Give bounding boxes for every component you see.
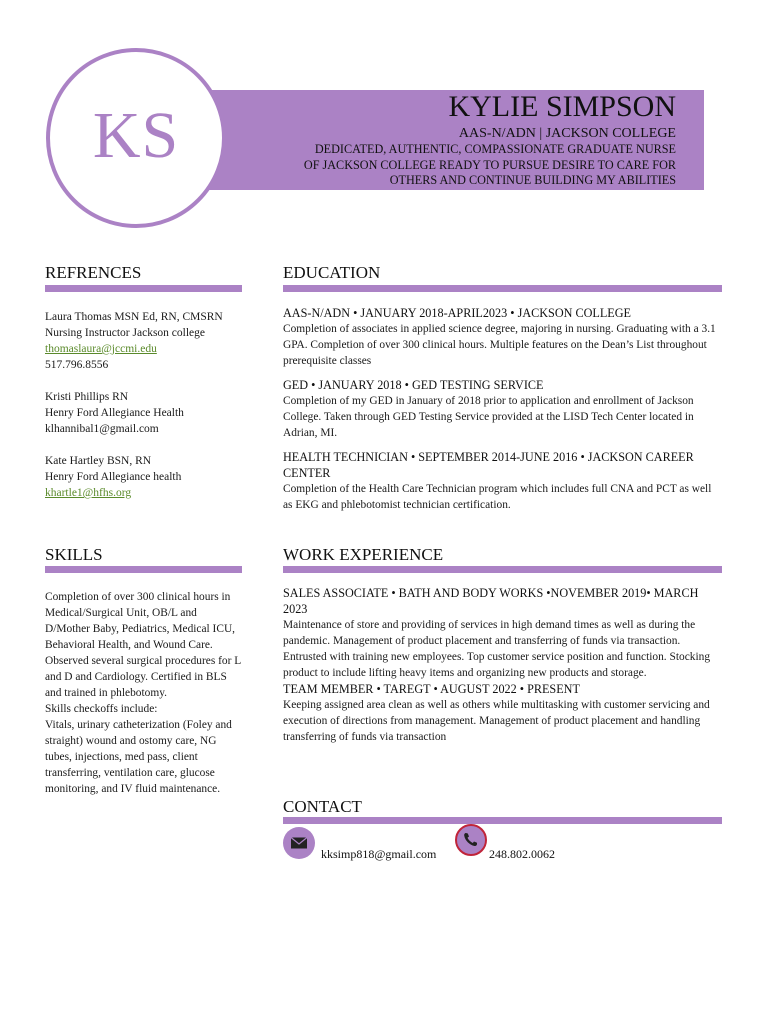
reference-item: [45, 453, 250, 501]
education-desc: Completion of the Health Care Technician program which includes full CNA and PCT as well as EKG and phlebotomist technician certification.: [283, 483, 712, 511]
contact-rule: [283, 817, 722, 824]
education-desc: Completion of my GED in January of 2018 prior to application and enrollment of Jackson College. Taken through GED Testing Service provided at the LISD Tech Center located in Adrian, MI.: [283, 395, 694, 439]
contact-phone: 248.802.0062: [489, 847, 555, 861]
reference-item: [45, 309, 250, 373]
reference-org: Henry Ford Allegiance Health: [45, 407, 184, 419]
education-rule: [283, 285, 722, 292]
education-title: EDUCATION: [283, 263, 381, 282]
phone-icon: [455, 824, 487, 856]
envelope-icon: [283, 827, 315, 859]
skills-checkoffs: Vitals, urinary catheterization (Foley and straight) wound and ostomy care, NG tubes, injections, med pass, client transferring, ventilation care, glucose monitoring, and IV fluid maintenance.: [45, 719, 232, 795]
education-item: [283, 449, 723, 513]
reference-org: Henry Ford Allegiance health: [45, 471, 182, 483]
work-desc: Maintenance of store and providing of services in high demand times as well as during the pandemic. Management of product placement and transferring of funds via transaction. Entrusted with training new employees. Top customer service position and function. Stocking product to include lifting heavy items and organizing new products and storage.: [283, 619, 711, 679]
references-rule: [45, 285, 242, 292]
contact-title: CONTACT: [283, 797, 362, 816]
reference-name: Kristi Phillips RN: [45, 391, 129, 403]
work-item: [283, 681, 723, 745]
candidate-name: KYLIE SIMPSON: [448, 90, 676, 123]
education-heading: GED • JANUARY 2018 • GED TESTING SERVICE: [283, 378, 544, 392]
work-heading: SALES ASSOCIATE • BATH AND BODY WORKS •NOVEMBER 2019• MARCH 2023: [283, 586, 699, 616]
candidate-tagline: DEDICATED, AUTHENTIC, COMPASSIONATE GRADUATE NURSE OF JACKSON COLLEGE READY TO PURSUE DESIRE TO CARE FOR OTHERS AND CONTINUE BUILDING MY ABILITIES: [303, 142, 676, 187]
skills-checkoffs-label: Skills checkoffs include:: [45, 703, 158, 715]
references-title: REFRENCES: [45, 263, 142, 282]
education-desc: Completion of associates in applied science degree, majoring in nursing. Graduating with a 3.1 GPA. Completion of over 300 clinical hours. Multiple features on the Dean’s List throughout prerequisite classes: [283, 323, 716, 367]
monogram: KS: [92, 99, 180, 172]
education-item: [283, 377, 723, 441]
work-heading: TEAM MEMBER • TAREGT • AUGUST 2022 • PRESENT: [283, 682, 580, 696]
candidate-degree: AAS-N/ADN | JACKSON COLLEGE: [458, 126, 676, 141]
reference-phone: 517.796.8556: [45, 359, 109, 371]
skills-rule: [45, 566, 242, 573]
reference-name: Kate Hartley BSN, RN: [45, 455, 152, 467]
contact-email[interactable]: kksimp818@gmail.com: [321, 847, 437, 861]
education-item: [283, 305, 723, 369]
work-item: [283, 585, 723, 681]
education-heading: HEALTH TECHNICIAN • SEPTEMBER 2014-JUNE 2016 • JACKSON CAREER CENTER: [283, 450, 694, 480]
work-list: [283, 585, 723, 745]
reference-name: Laura Thomas MSN Ed, RN, CMSRN: [45, 311, 223, 323]
work-rule: [283, 566, 722, 573]
work-desc: Keeping assigned area clean as well as others while multitasking with customer servicing and execution of directions from management. Management of product placement and handling transferring of funds via transaction: [283, 699, 710, 743]
reference-org: Nursing Instructor Jackson college: [45, 327, 206, 339]
reference-email-link[interactable]: thomaslaura@jccmi.edu: [45, 343, 157, 355]
skills-title: SKILLS: [45, 545, 103, 564]
references-list: [45, 309, 250, 517]
skills-text: Completion of over 300 clinical hours in Medical/Surgical Unit, OB/L and D/Mother Baby, Pediatrics, Medical ICU, Behavioral Health, and Wound Care. Observed several surgical procedures for L and D and Cardiology. Certified in BLS and trained in phlebotomy.: [45, 591, 241, 699]
reference-email-link[interactable]: khartle1@hfhs.org: [45, 487, 132, 499]
reference-email: klhannibal1@gmail.com: [45, 423, 159, 435]
work-title: WORK EXPERIENCE: [283, 545, 444, 564]
education-list: [283, 305, 723, 521]
skills-content: [45, 589, 241, 797]
education-heading: AAS-N/ADN • JANUARY 2018-APRIL2023 • JACKSON COLLEGE: [283, 306, 631, 320]
reference-item: [45, 389, 250, 437]
